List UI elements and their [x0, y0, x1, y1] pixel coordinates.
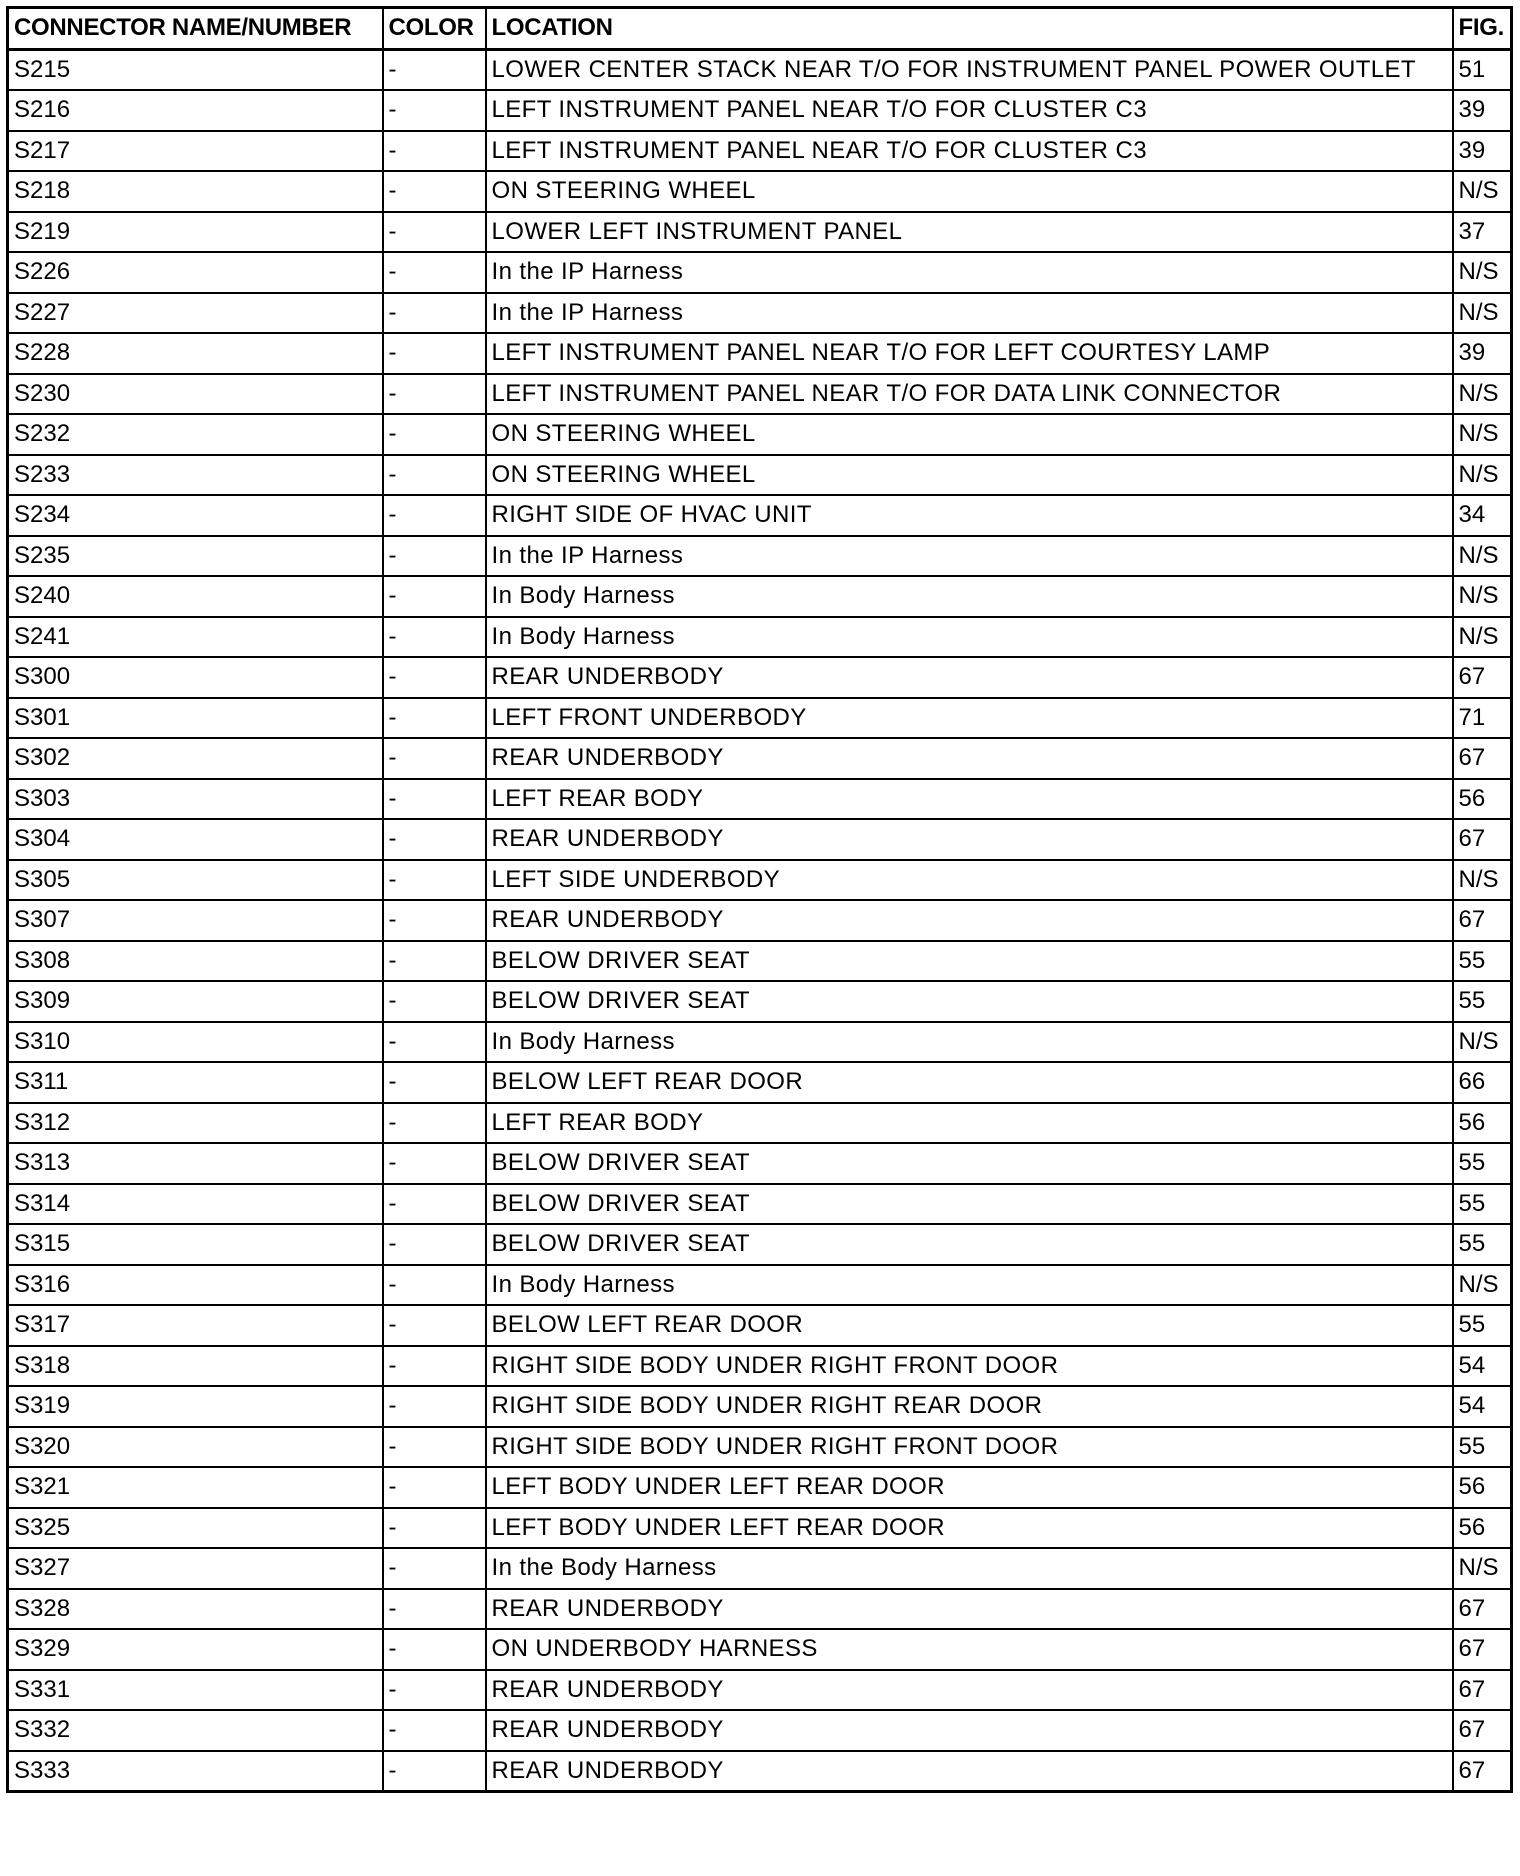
connector-name-cell: S307 — [8, 900, 383, 941]
connector-name-cell: S234 — [8, 495, 383, 536]
connector-name-cell: S304 — [8, 819, 383, 860]
color-cell: - — [383, 779, 486, 820]
table-row — [8, 1710, 1512, 1751]
connector-name-cell: S313 — [8, 1143, 383, 1184]
fig-cell: 39 — [1453, 333, 1512, 374]
color-cell: - — [383, 1427, 486, 1468]
location-cell: RIGHT SIDE BODY UNDER RIGHT FRONT DOOR — [486, 1346, 1453, 1387]
connector-name-cell: S305 — [8, 860, 383, 901]
color-cell: - — [383, 738, 486, 779]
fig-cell: 67 — [1453, 819, 1512, 860]
header-location: LOCATION — [486, 8, 1453, 50]
color-cell: - — [383, 1710, 486, 1751]
fig-cell: 67 — [1453, 1751, 1512, 1792]
fig-cell: N/S — [1453, 455, 1512, 496]
connector-name-cell: S217 — [8, 131, 383, 172]
color-cell: - — [383, 1103, 486, 1144]
location-cell: BELOW DRIVER SEAT — [486, 941, 1453, 982]
fig-cell: N/S — [1453, 536, 1512, 577]
table-header-row — [8, 8, 1512, 50]
header-fig: FIG. — [1453, 8, 1512, 50]
fig-cell: N/S — [1453, 1548, 1512, 1589]
fig-cell: 56 — [1453, 1103, 1512, 1144]
table-row — [8, 1629, 1512, 1670]
fig-cell: 55 — [1453, 1305, 1512, 1346]
color-cell: - — [383, 1143, 486, 1184]
table-row — [8, 1670, 1512, 1711]
color-cell: - — [383, 1589, 486, 1630]
fig-cell: 54 — [1453, 1386, 1512, 1427]
connector-name-cell: S227 — [8, 293, 383, 334]
table-row — [8, 1062, 1512, 1103]
color-cell: - — [383, 252, 486, 293]
table-row — [8, 252, 1512, 293]
location-cell: LOWER LEFT INSTRUMENT PANEL — [486, 212, 1453, 253]
location-cell: In the Body Harness — [486, 1548, 1453, 1589]
fig-cell: 37 — [1453, 212, 1512, 253]
table-row — [8, 1103, 1512, 1144]
location-cell: REAR UNDERBODY — [486, 1670, 1453, 1711]
color-cell: - — [383, 1386, 486, 1427]
color-cell: - — [383, 49, 486, 90]
location-cell: REAR UNDERBODY — [486, 1710, 1453, 1751]
connector-name-cell: S319 — [8, 1386, 383, 1427]
fig-cell: 67 — [1453, 1710, 1512, 1751]
table-row — [8, 49, 1512, 90]
location-cell: BELOW LEFT REAR DOOR — [486, 1305, 1453, 1346]
fig-cell: 55 — [1453, 1184, 1512, 1225]
location-cell: LEFT REAR BODY — [486, 779, 1453, 820]
fig-cell: 39 — [1453, 131, 1512, 172]
table-row — [8, 657, 1512, 698]
document-page — [6, 6, 1510, 1793]
table-row — [8, 1589, 1512, 1630]
fig-cell: 54 — [1453, 1346, 1512, 1387]
connector-name-cell: S333 — [8, 1751, 383, 1792]
table-row — [8, 1184, 1512, 1225]
connector-name-cell: S320 — [8, 1427, 383, 1468]
fig-cell: N/S — [1453, 414, 1512, 455]
table-row — [8, 1548, 1512, 1589]
location-cell: LEFT BODY UNDER LEFT REAR DOOR — [486, 1508, 1453, 1549]
location-cell: REAR UNDERBODY — [486, 657, 1453, 698]
color-cell: - — [383, 860, 486, 901]
table-row — [8, 495, 1512, 536]
color-cell: - — [383, 941, 486, 982]
connector-name-cell: S235 — [8, 536, 383, 577]
connector-name-cell: S309 — [8, 981, 383, 1022]
location-cell: LEFT INSTRUMENT PANEL NEAR T/O FOR DATA LINK CONNECTOR — [486, 374, 1453, 415]
connector-name-cell: S228 — [8, 333, 383, 374]
fig-cell: 51 — [1453, 49, 1512, 90]
color-cell: - — [383, 1022, 486, 1063]
location-cell: REAR UNDERBODY — [486, 738, 1453, 779]
connector-name-cell: S312 — [8, 1103, 383, 1144]
fig-cell: 67 — [1453, 1589, 1512, 1630]
location-cell: LOWER CENTER STACK NEAR T/O FOR INSTRUMENT PANEL POWER OUTLET — [486, 49, 1453, 90]
fig-cell: N/S — [1453, 1022, 1512, 1063]
table-row — [8, 1346, 1512, 1387]
connector-name-cell: S232 — [8, 414, 383, 455]
location-cell: BELOW DRIVER SEAT — [486, 981, 1453, 1022]
table-row — [8, 212, 1512, 253]
fig-cell: N/S — [1453, 171, 1512, 212]
fig-cell: N/S — [1453, 617, 1512, 658]
fig-cell: N/S — [1453, 374, 1512, 415]
table-row — [8, 1508, 1512, 1549]
color-cell: - — [383, 293, 486, 334]
table-row — [8, 293, 1512, 334]
location-cell: In Body Harness — [486, 1022, 1453, 1063]
connector-name-cell: S218 — [8, 171, 383, 212]
color-cell: - — [383, 536, 486, 577]
fig-cell: N/S — [1453, 576, 1512, 617]
location-cell: In Body Harness — [486, 617, 1453, 658]
table-row — [8, 1224, 1512, 1265]
table-row — [8, 1751, 1512, 1792]
table-row — [8, 981, 1512, 1022]
location-cell: BELOW DRIVER SEAT — [486, 1184, 1453, 1225]
color-cell: - — [383, 1184, 486, 1225]
table-row — [8, 333, 1512, 374]
color-cell: - — [383, 981, 486, 1022]
connector-name-cell: S219 — [8, 212, 383, 253]
table-row — [8, 1427, 1512, 1468]
table-row — [8, 455, 1512, 496]
location-cell: In the IP Harness — [486, 293, 1453, 334]
location-cell: LEFT BODY UNDER LEFT REAR DOOR — [486, 1467, 1453, 1508]
connector-name-cell: S325 — [8, 1508, 383, 1549]
fig-cell: 67 — [1453, 657, 1512, 698]
color-cell: - — [383, 131, 486, 172]
connector-name-cell: S321 — [8, 1467, 383, 1508]
fig-cell: 34 — [1453, 495, 1512, 536]
fig-cell: 56 — [1453, 1508, 1512, 1549]
color-cell: - — [383, 90, 486, 131]
connector-name-cell: S308 — [8, 941, 383, 982]
color-cell: - — [383, 212, 486, 253]
connector-name-cell: S302 — [8, 738, 383, 779]
table-row — [8, 1022, 1512, 1063]
color-cell: - — [383, 1305, 486, 1346]
table-row — [8, 617, 1512, 658]
color-cell: - — [383, 657, 486, 698]
color-cell: - — [383, 819, 486, 860]
table-row — [8, 414, 1512, 455]
location-cell: In the IP Harness — [486, 252, 1453, 293]
connector-name-cell: S233 — [8, 455, 383, 496]
fig-cell: N/S — [1453, 1265, 1512, 1306]
connector-name-cell: S332 — [8, 1710, 383, 1751]
table-row — [8, 738, 1512, 779]
connector-name-cell: S300 — [8, 657, 383, 698]
fig-cell: 71 — [1453, 698, 1512, 739]
location-cell: REAR UNDERBODY — [486, 819, 1453, 860]
fig-cell: 39 — [1453, 90, 1512, 131]
connector-name-cell: S303 — [8, 779, 383, 820]
fig-cell: 55 — [1453, 1224, 1512, 1265]
table-row — [8, 900, 1512, 941]
location-cell: LEFT REAR BODY — [486, 1103, 1453, 1144]
color-cell: - — [383, 455, 486, 496]
location-cell: In Body Harness — [486, 576, 1453, 617]
color-cell: - — [383, 1751, 486, 1792]
connector-name-cell: S318 — [8, 1346, 383, 1387]
header-color: COLOR — [383, 8, 486, 50]
location-cell: RIGHT SIDE BODY UNDER RIGHT REAR DOOR — [486, 1386, 1453, 1427]
location-cell: REAR UNDERBODY — [486, 900, 1453, 941]
fig-cell: 55 — [1453, 941, 1512, 982]
fig-cell: 66 — [1453, 1062, 1512, 1103]
location-cell: BELOW LEFT REAR DOOR — [486, 1062, 1453, 1103]
table-body — [8, 49, 1512, 1792]
color-cell: - — [383, 1062, 486, 1103]
connector-name-cell: S241 — [8, 617, 383, 658]
location-cell: RIGHT SIDE OF HVAC UNIT — [486, 495, 1453, 536]
location-cell: RIGHT SIDE BODY UNDER RIGHT FRONT DOOR — [486, 1427, 1453, 1468]
connector-name-cell: S315 — [8, 1224, 383, 1265]
color-cell: - — [383, 1548, 486, 1589]
color-cell: - — [383, 171, 486, 212]
connector-name-cell: S329 — [8, 1629, 383, 1670]
location-cell: LEFT INSTRUMENT PANEL NEAR T/O FOR CLUSTER C3 — [486, 131, 1453, 172]
table-row — [8, 1305, 1512, 1346]
color-cell: - — [383, 414, 486, 455]
connector-name-cell: S301 — [8, 698, 383, 739]
location-cell: ON UNDERBODY HARNESS — [486, 1629, 1453, 1670]
color-cell: - — [383, 698, 486, 739]
connector-name-cell: S327 — [8, 1548, 383, 1589]
fig-cell: N/S — [1453, 252, 1512, 293]
location-cell: REAR UNDERBODY — [486, 1751, 1453, 1792]
location-cell: ON STEERING WHEEL — [486, 414, 1453, 455]
fig-cell: N/S — [1453, 860, 1512, 901]
table-row — [8, 171, 1512, 212]
connector-name-cell: S311 — [8, 1062, 383, 1103]
color-cell: - — [383, 1508, 486, 1549]
location-cell: In Body Harness — [486, 1265, 1453, 1306]
color-cell: - — [383, 374, 486, 415]
table-row — [8, 374, 1512, 415]
table-row — [8, 1265, 1512, 1306]
color-cell: - — [383, 1629, 486, 1670]
color-cell: - — [383, 1224, 486, 1265]
fig-cell: 55 — [1453, 1143, 1512, 1184]
location-cell: BELOW DRIVER SEAT — [486, 1143, 1453, 1184]
fig-cell: N/S — [1453, 293, 1512, 334]
fig-cell: 55 — [1453, 1427, 1512, 1468]
fig-cell: 67 — [1453, 900, 1512, 941]
table-row — [8, 90, 1512, 131]
fig-cell: 67 — [1453, 1629, 1512, 1670]
connector-name-cell: S216 — [8, 90, 383, 131]
table-row — [8, 1143, 1512, 1184]
header-connector-name: CONNECTOR NAME/NUMBER — [8, 8, 383, 50]
location-cell: LEFT FRONT UNDERBODY — [486, 698, 1453, 739]
color-cell: - — [383, 900, 486, 941]
fig-cell: 55 — [1453, 981, 1512, 1022]
connector-name-cell: S310 — [8, 1022, 383, 1063]
connector-name-cell: S215 — [8, 49, 383, 90]
location-cell: LEFT SIDE UNDERBODY — [486, 860, 1453, 901]
color-cell: - — [383, 333, 486, 374]
fig-cell: 56 — [1453, 779, 1512, 820]
table-row — [8, 941, 1512, 982]
table-row — [8, 1467, 1512, 1508]
connector-name-cell: S316 — [8, 1265, 383, 1306]
table-row — [8, 860, 1512, 901]
connector-name-cell: S240 — [8, 576, 383, 617]
fig-cell: 67 — [1453, 738, 1512, 779]
color-cell: - — [383, 1670, 486, 1711]
location-cell: LEFT INSTRUMENT PANEL NEAR T/O FOR CLUSTER C3 — [486, 90, 1453, 131]
connector-name-cell: S317 — [8, 1305, 383, 1346]
location-cell: REAR UNDERBODY — [486, 1589, 1453, 1630]
table-row — [8, 576, 1512, 617]
location-cell: ON STEERING WHEEL — [486, 455, 1453, 496]
connector-name-cell: S230 — [8, 374, 383, 415]
location-cell: In the IP Harness — [486, 536, 1453, 577]
color-cell: - — [383, 1265, 486, 1306]
connector-name-cell: S226 — [8, 252, 383, 293]
fig-cell: 67 — [1453, 1670, 1512, 1711]
table-row — [8, 779, 1512, 820]
connector-name-cell: S328 — [8, 1589, 383, 1630]
color-cell: - — [383, 617, 486, 658]
table-row — [8, 819, 1512, 860]
location-cell: BELOW DRIVER SEAT — [486, 1224, 1453, 1265]
connector-name-cell: S331 — [8, 1670, 383, 1711]
color-cell: - — [383, 1467, 486, 1508]
connector-name-cell: S314 — [8, 1184, 383, 1225]
location-cell: ON STEERING WHEEL — [486, 171, 1453, 212]
color-cell: - — [383, 1346, 486, 1387]
table-row — [8, 1386, 1512, 1427]
color-cell: - — [383, 576, 486, 617]
location-cell: LEFT INSTRUMENT PANEL NEAR T/O FOR LEFT COURTESY LAMP — [486, 333, 1453, 374]
connector-table — [6, 6, 1513, 1793]
table-row — [8, 698, 1512, 739]
fig-cell: 56 — [1453, 1467, 1512, 1508]
color-cell: - — [383, 495, 486, 536]
table-row — [8, 536, 1512, 577]
table-row — [8, 131, 1512, 172]
